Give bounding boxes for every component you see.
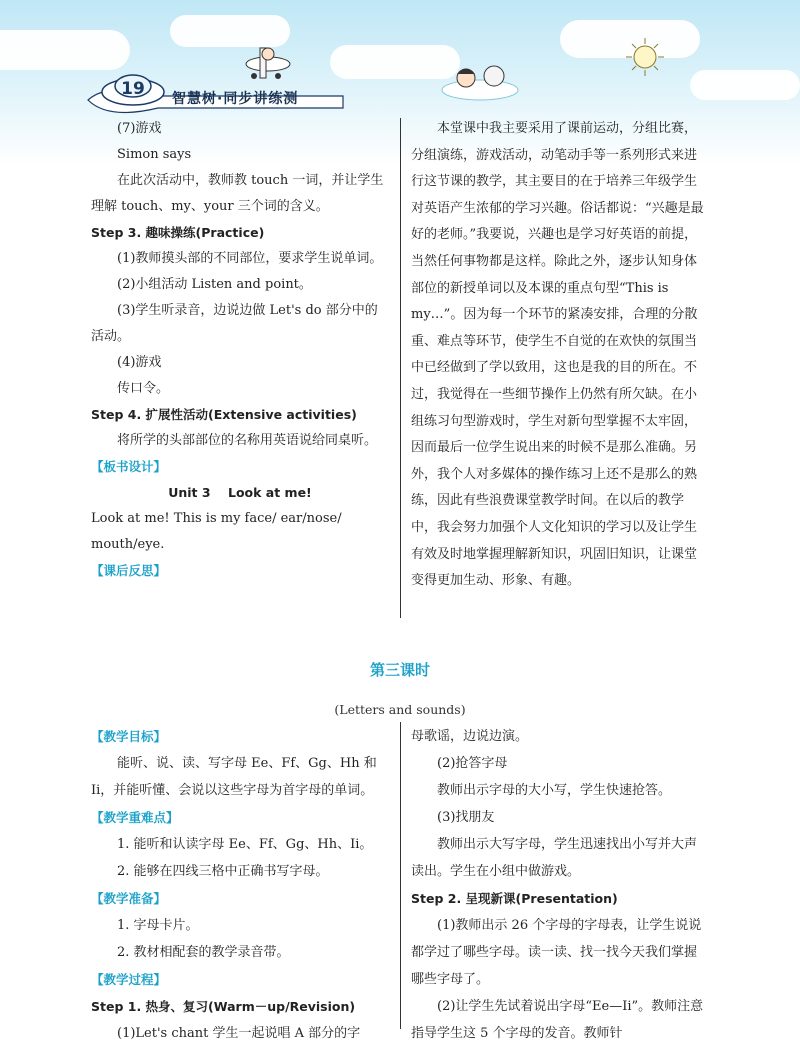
page-number: 19 xyxy=(121,79,145,99)
step1-item: (2)抢答字母 xyxy=(437,756,508,771)
step2-item: (2)让学生先试着说出字母“Ee—Ii”。教师注意指导学生这 5 个字母的发音。教师针 xyxy=(411,999,704,1041)
step3-item: (1)教师摸头部的不同部位，要求学生说单词。 xyxy=(117,251,383,266)
step3-heading: Step 3. 趣味操练(Practice) xyxy=(91,225,265,240)
teaching-process-tag: 【教学过程】 xyxy=(91,972,167,987)
step1-heading: Step 1. 热身、复习(Warm－up/Revision) xyxy=(91,999,356,1014)
teaching-goal-text: 能听、说、读、写字母 Ee、Ff、Gg、Hh 和 Ii，并能听懂、会说以这些字母为首字母的单词。 xyxy=(91,756,377,798)
bottom-left-column xyxy=(91,723,389,1047)
step1-item: (3)找朋友 xyxy=(437,810,495,825)
board-design-tag: 【板书设计】 xyxy=(91,459,167,474)
step1-continuation: 母歌谣，边说边演。 xyxy=(411,729,529,744)
lesson-subtitle: (Letters and sounds) xyxy=(334,702,466,717)
kids-on-cloud-icon xyxy=(440,60,520,102)
board-text: Look at me! This is my face/ ear/nose/ mouth/eye. xyxy=(91,511,342,552)
reflection-paragraph: 本堂课中我主要采用了课前运动，分组比赛，分组演练，游戏活动，动笔动手等一系列形式来进行这节课的教学，其主要目的在于培养三年级学生对英语产生浓郁的学习兴趣。俗话都说：“兴趣是最好的老师。”我要说，兴趣也是学习好英语的前提，当然任何事物都是这样。除此之外，逐步认知身体部位的新授单词以及本课的重点句型“This is my…”。因为每一个环节的紧凑安排，合理的分散重、难点等环节，使学生不自觉的在欢快的氛围当中已经做到了学以致用，这也是我的目的所在。不过，我觉得在一些细节操作上仍然有所欠缺。在小组练习句型游戏时，学生对新句型掌握不太牢固，因而最后一位学生说出来的时候不是那么准确。另外，我个人对多媒体的操作练习上还不是那么的熟练，因此有些浪费课堂教学时间。在以后的教学中，我会努力加强个人文化知识的学习以及让学生有效及时地掌握理解新知识，巩固旧知识，让课堂变得更加生动、形象、有趣。 xyxy=(411,121,704,589)
teaching-goal-tag: 【教学目标】 xyxy=(91,729,167,744)
cloud-decoration xyxy=(690,70,800,100)
reflection-tag: 【课后反思】 xyxy=(91,563,167,578)
key-point-item: 1. 能听和认读字母 Ee、Ff、Gg、Hh、Ii。 xyxy=(117,837,373,852)
bottom-right-column xyxy=(411,723,709,1047)
step3-item: 传口令。 xyxy=(117,381,170,396)
key-points-tag: 【教学重难点】 xyxy=(91,810,179,825)
left-column xyxy=(91,116,389,584)
column-divider xyxy=(400,722,401,1029)
game-description: 在此次活动中，教师教 touch 一词，并让学生理解 touch、my、your 三个词的含义。 xyxy=(91,173,384,214)
preparation-item: 2. 教材相配套的教学录音带。 xyxy=(117,945,290,960)
step3-item: (4)游戏 xyxy=(117,355,162,370)
key-point-item: 2. 能够在四线三格中正确书写字母。 xyxy=(117,864,329,879)
step1-item-description: 教师出示大写字母，学生迅速找出小写并大声读出。学生在小组中做游戏。 xyxy=(411,837,698,879)
cloud-decoration xyxy=(0,30,130,70)
sun-icon xyxy=(624,36,666,78)
preparation-tag: 【教学准备】 xyxy=(91,891,167,906)
column-divider xyxy=(400,118,401,618)
step1-item: (1)Let's chant 学生一起说唱 A 部分的字 xyxy=(117,1026,361,1041)
step2-heading: Step 2. 呈现新课(Presentation) xyxy=(411,891,618,906)
step1-item-description: 教师出示字母的大小写，学生快速抢答。 xyxy=(437,783,672,798)
right-column xyxy=(411,116,709,595)
lesson-title: 第三课时 xyxy=(369,661,430,679)
airplane-icon xyxy=(238,40,300,80)
game-name: Simon says xyxy=(117,147,192,162)
preparation-item: 1. 字母卡片。 xyxy=(117,918,199,933)
board-unit-title: Unit 3 Look at me! xyxy=(168,485,312,500)
series-title: 智慧树·同步讲练测 xyxy=(172,91,299,107)
step4-heading: Step 4. 扩展性活动(Extensive activities) xyxy=(91,407,357,422)
step2-item: (1)教师出示 26 个字母的字母表，让学生说说都学过了哪些字母。读一读、找一找今天我们掌握哪些字母了。 xyxy=(411,918,702,987)
step3-item: (2)小组活动 Listen and point。 xyxy=(117,277,312,292)
game-title: (7)游戏 xyxy=(117,121,162,136)
step4-description: 将所学的头部部位的名称用英语说给同桌听。 xyxy=(117,433,378,448)
step3-item: (3)学生听录音，边说边做 Let's do 部分中的活动。 xyxy=(91,303,378,344)
